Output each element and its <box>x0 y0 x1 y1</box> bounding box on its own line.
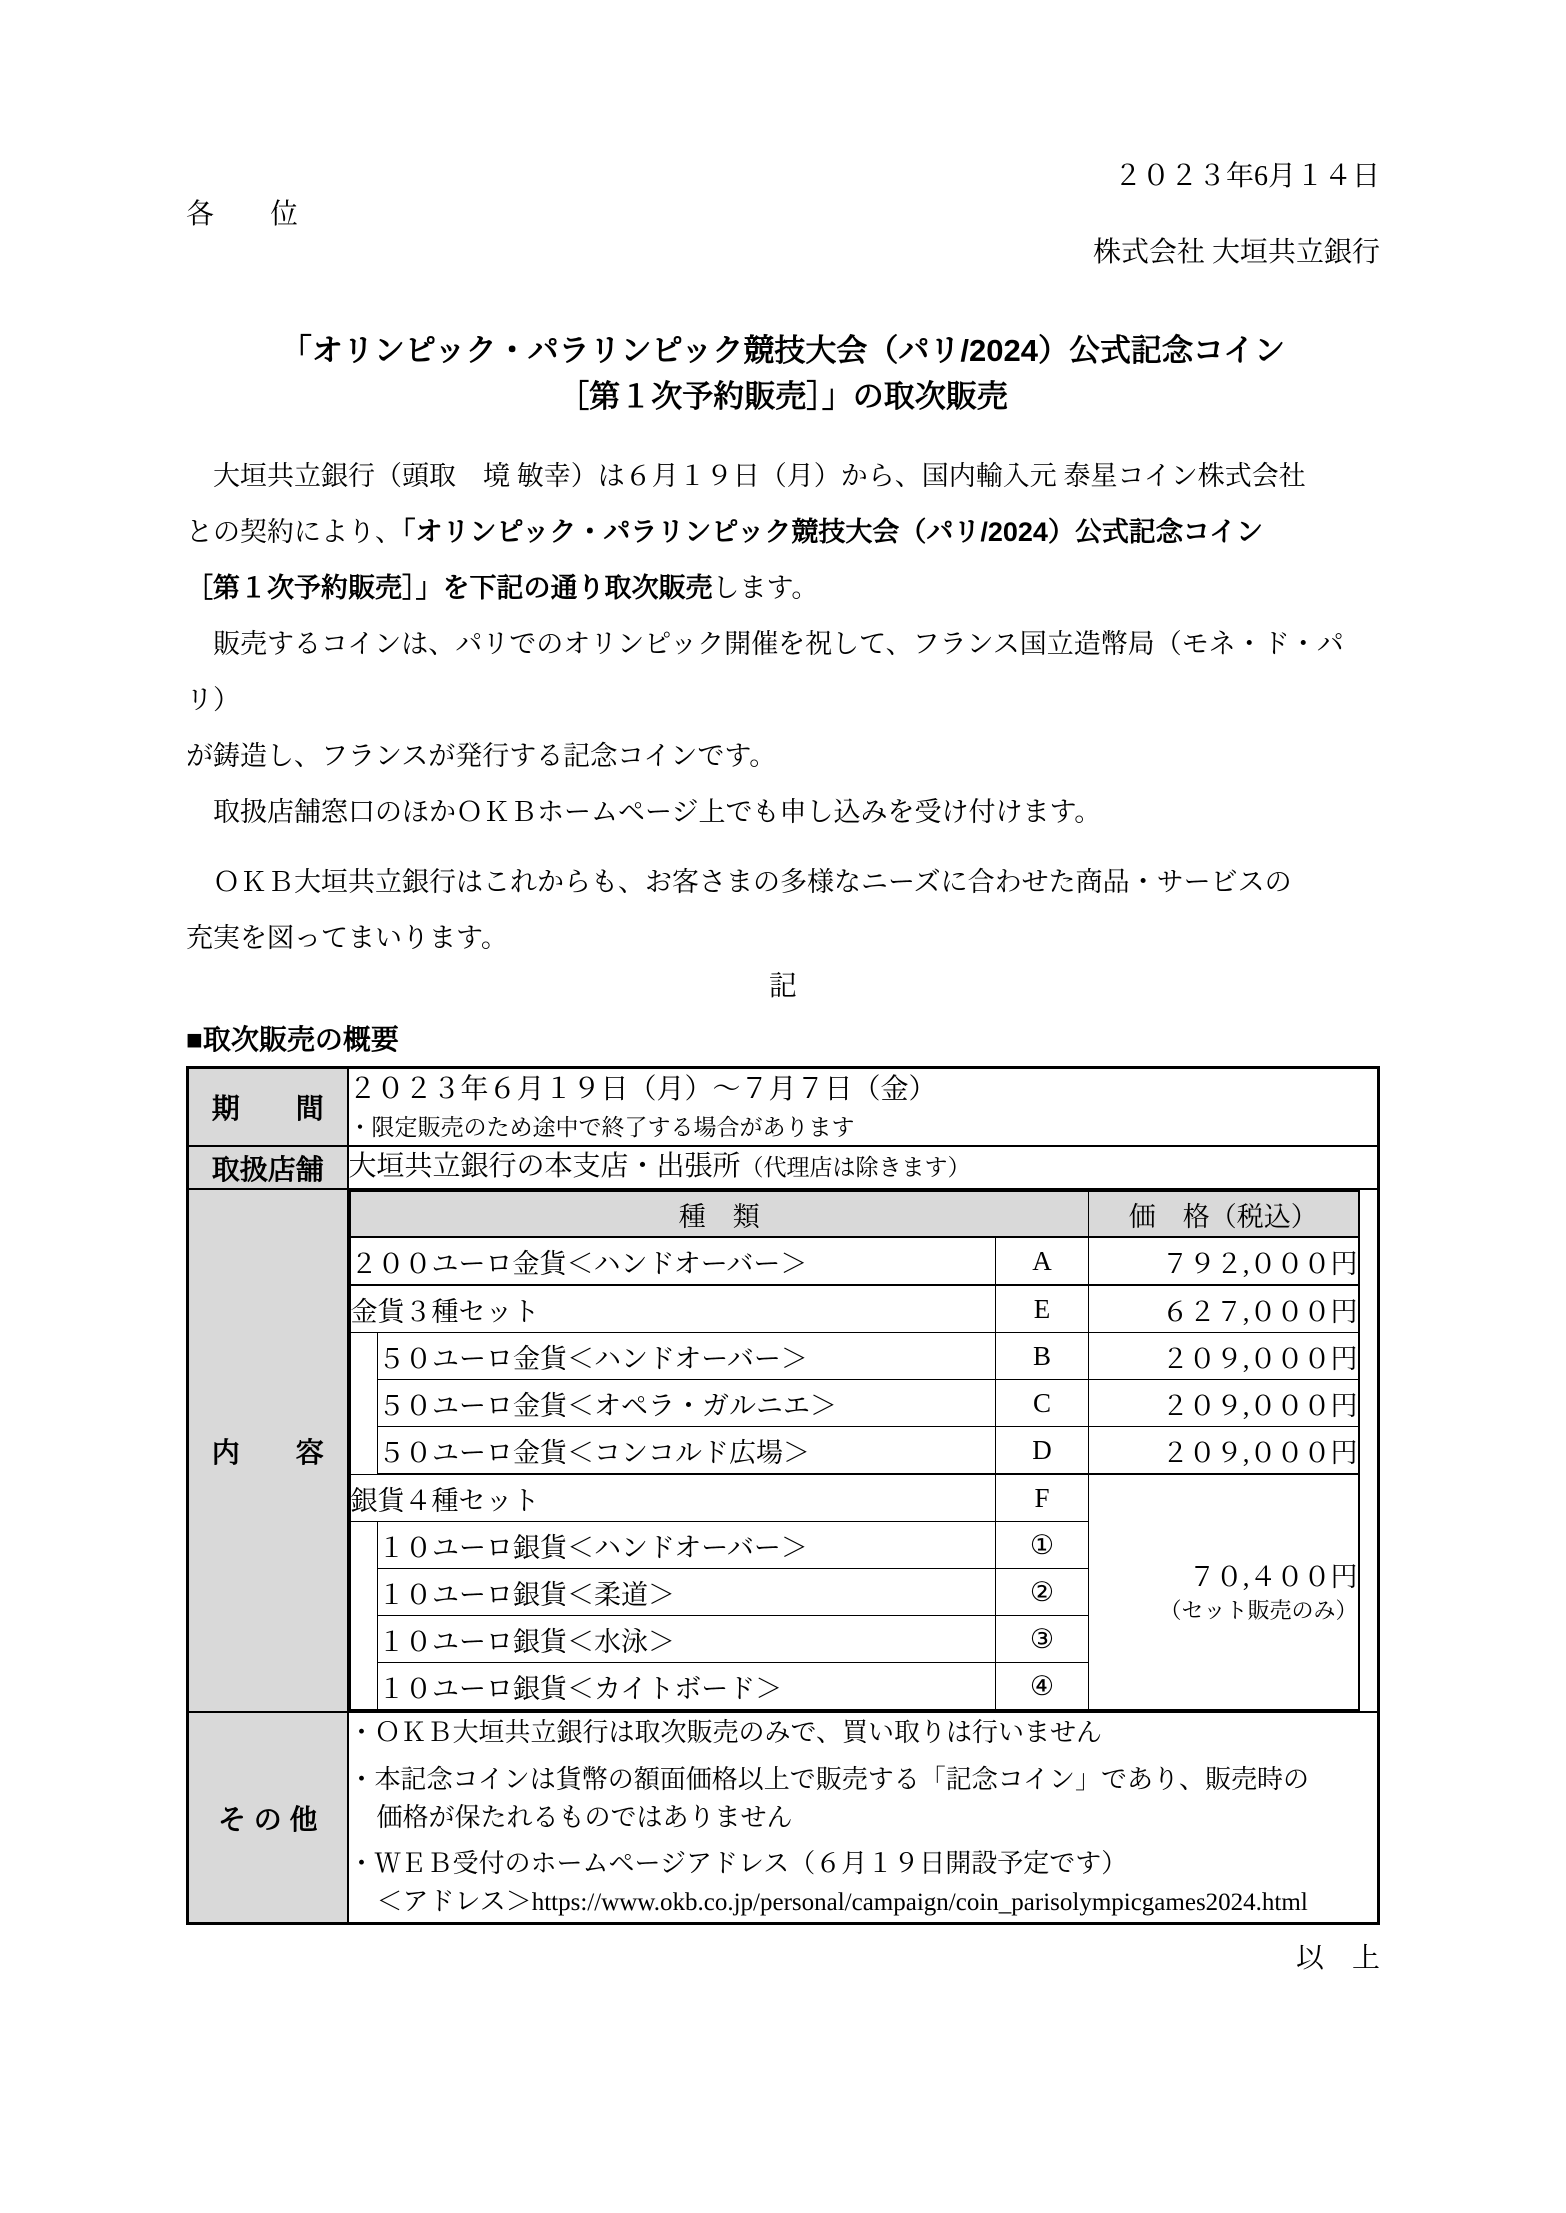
addressee: 各 位 <box>186 199 299 230</box>
price-table-header <box>350 1191 1359 1237</box>
stores-label: 取扱店舗 <box>188 1146 348 1189</box>
coin-code: F <box>996 1474 1089 1522</box>
document-content <box>186 0 1380 1979</box>
paragraph-4-text: ＯＫＢ大垣共立銀行はこれからも、お客さまの多様なニーズに合わせた商品・サービスの <box>186 867 1292 897</box>
paragraph-4-text: 充実を図ってまいります。 <box>186 923 508 953</box>
paragraph-1-bold: ［第１次予約販売］」を下記の通り取次販売 <box>186 573 713 603</box>
period-row <box>188 1068 1379 1147</box>
indent-strip <box>350 1522 378 1711</box>
other-bullet-3-line2 <box>349 1883 1378 1922</box>
paragraph-2 <box>186 616 1380 784</box>
content-cell <box>348 1189 1379 1712</box>
paragraph-4 <box>186 854 1380 966</box>
coin-price: ２０９,０００円 <box>1089 1380 1359 1427</box>
coin-price: ２０９,０００円 <box>1089 1333 1359 1380</box>
web-address-prefix: ＜アドレス＞ <box>376 1887 532 1916</box>
other-bullet-1: ・ＯＫＢ大垣共立銀行は取次販売のみで、買い取りは行いません <box>348 1718 1102 1747</box>
table-row <box>350 1285 1359 1333</box>
stores-row <box>188 1146 1379 1189</box>
period-label: 期 間 <box>188 1068 348 1147</box>
overview-table <box>186 1066 1380 1925</box>
coin-code: D <box>996 1427 1089 1475</box>
coin-name: ５０ユーロ金貨＜オペラ・ガルニエ＞ <box>378 1380 996 1427</box>
table-row <box>350 1333 1359 1380</box>
coin-code: A <box>996 1237 1089 1285</box>
price-table <box>349 1190 1360 1711</box>
content-label: 内 容 <box>188 1189 348 1712</box>
paragraph-1-text: との契約により、 <box>186 517 402 547</box>
stores-note: （代理店は除きます） <box>740 1155 971 1180</box>
other-label: そ の 他 <box>188 1712 348 1924</box>
period-note: ・限定販売のため途中で終了する場合があります <box>348 1115 855 1140</box>
coin-name: 銀貨４種セット <box>350 1474 996 1522</box>
coin-name: ５０ユーロ金貨＜ハンドオーバー＞ <box>378 1333 996 1380</box>
paragraph-1-text: します。 <box>712 573 819 603</box>
paragraph-1 <box>186 448 1380 616</box>
other-bullet-3 <box>349 1845 1378 1922</box>
coin-name: １０ユーロ銀貨＜柔道＞ <box>378 1569 996 1616</box>
coin-name: ５０ユーロ金貨＜コンコルド広場＞ <box>378 1427 996 1475</box>
coin-price: ２０９,０００円 <box>1089 1427 1359 1475</box>
price-header: 価 格（税込） <box>1089 1191 1359 1237</box>
content-row <box>188 1189 1379 1712</box>
stores-cell <box>348 1146 1379 1189</box>
other-row <box>188 1712 1379 1924</box>
document-date: ２０２３年6月１４日 <box>1113 161 1380 192</box>
indent-strip <box>350 1333 378 1475</box>
coin-code: ① <box>996 1522 1089 1569</box>
closing-mark: 以 上 <box>1295 1943 1380 1974</box>
stores-value: 大垣共立銀行の本支店・出張所 <box>348 1151 741 1182</box>
other-bullet-2-line1: ・本記念コインは貨幣の額面価格以上で販売する「記念コイン」であり、販売時の <box>348 1765 1309 1794</box>
paragraph-2-text: 販売するコインは、パリでのオリンピック開催を祝して、フランス国立造幣局（モネ・ド・パリ） <box>186 629 1344 715</box>
table-row <box>350 1380 1359 1427</box>
merged-price: ７０,４００円 <box>1188 1562 1358 1592</box>
kind-header: 種 類 <box>350 1191 1089 1237</box>
table-row <box>350 1474 1359 1522</box>
merged-price-note: （セット販売のみ） <box>1159 1598 1358 1623</box>
coin-name: １０ユーロ銀貨＜水泳＞ <box>378 1616 996 1663</box>
coin-code: B <box>996 1333 1089 1380</box>
paragraph-2-text: が鋳造し、フランスが発行する記念コインです。 <box>186 741 777 771</box>
body-paragraphs <box>186 448 1380 966</box>
coin-name: 金貨３種セット <box>350 1285 996 1333</box>
section-heading: ■取次販売の概要 <box>186 1024 399 1055</box>
coin-price: ６２７,０００円 <box>1089 1285 1359 1333</box>
paragraph-3: 取扱店舗窓口のほかＯＫＢホームページ上でも申し込みを受け付けます。 <box>186 797 1102 827</box>
other-cell <box>348 1712 1379 1924</box>
coin-name: １０ユーロ銀貨＜カイトボード＞ <box>378 1663 996 1711</box>
ki-marker: 記 <box>768 971 797 1002</box>
coin-code: ② <box>996 1569 1089 1616</box>
period-cell <box>348 1068 1379 1147</box>
other-bullet-3-line1: ・ＷＥＢ受付のホームページアドレス（６月１９日開設予定です） <box>348 1849 1128 1878</box>
other-bullet-2 <box>349 1761 1378 1837</box>
paragraph-1-text: 大垣共立銀行（頭取 境 敏幸）は６月１９日（月）から、国内輸入元 泰星コイン株式会社 <box>186 461 1306 491</box>
document-header <box>186 0 1380 272</box>
period-value: ２０２３年６月１９日（月）～７月７日（金） <box>348 1074 937 1105</box>
web-address-link[interactable]: https://www.okb.co.jp/personal/campaign/coin_parisolympicgames2024.html <box>531 1889 1308 1916</box>
coin-code: ④ <box>996 1663 1089 1711</box>
coin-code: C <box>996 1380 1089 1427</box>
merged-price-cell <box>1089 1474 1359 1710</box>
table-row <box>350 1427 1359 1475</box>
document-title-line2: ［第１次予約販売］」の取次販売 <box>558 379 1008 414</box>
document-title <box>186 328 1380 420</box>
paragraph-1-bold: 「オリンピック・パラリンピック競技大会（パリ/2024）公式記念コイン <box>402 517 1264 547</box>
coin-price: ７９２,０００円 <box>1089 1237 1359 1285</box>
table-row <box>350 1237 1359 1285</box>
other-bullet-2-line2: 価格が保たれるものではありません <box>376 1803 793 1832</box>
coin-code: ③ <box>996 1616 1089 1663</box>
coin-code: E <box>996 1285 1089 1333</box>
company-name: 株式会社 大垣共立銀行 <box>1092 237 1380 268</box>
coin-name: ２００ユーロ金貨＜ハンドオーバー＞ <box>350 1237 996 1285</box>
coin-name: １０ユーロ銀貨＜ハンドオーバー＞ <box>378 1522 996 1569</box>
document-title-line1: 「オリンピック・パラリンピック競技大会（パリ/2024）公式記念コイン <box>280 333 1286 368</box>
